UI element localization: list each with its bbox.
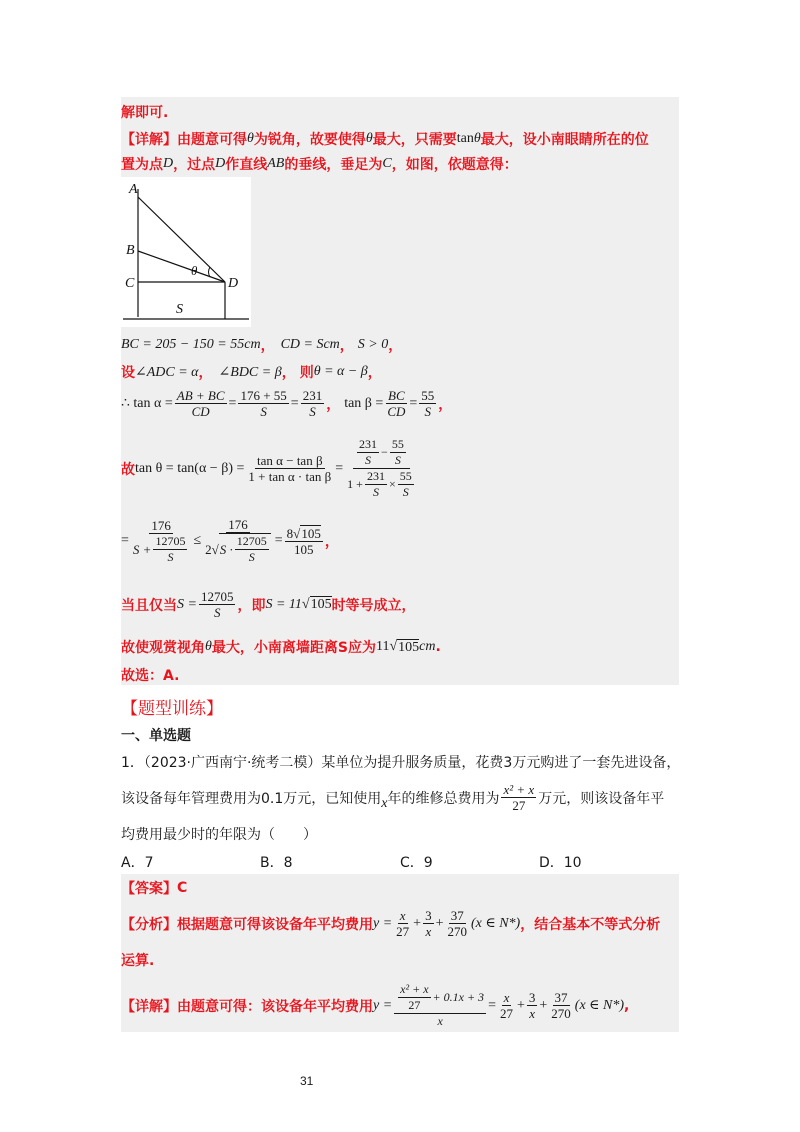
option-a[interactable]: A．7 [121, 855, 154, 871]
label-B: B [126, 243, 135, 258]
detail-line-2: 置为点 D ，过点 D 作直线 AB 的垂线，垂足为 C ，如图，依题意得： [121, 156, 518, 173]
eq-inequality: = 176 S + $\frac{12705}{S}$ ≤ 176 2 √ S · $\frac{12705}{S}$ = $\frac{8√105}{105}$ ， [121, 517, 339, 564]
equality-condition: 当且仅当 S = $\frac{12705}{S}$ ，即 S = 11 √ 105 时等号成立， [121, 589, 416, 620]
geometry-diagram [121, 177, 251, 327]
solution-panel-top [121, 97, 679, 685]
label-theta: θ [191, 263, 198, 278]
analysis-line: 【分析】 根据题意可得该设备年平均费用 y = $\frac{x}{27}$ + $\frac{3}{x}$ + $\frac{37}{270}$ (x ∈ N*) ，结合基本不等式分析 [121, 908, 661, 939]
answer-tag: 【答案】 [121, 881, 177, 897]
eq-angles: 设 ∠ADC = α ， ∠BDC = β ， 则 θ = α − β ， [121, 364, 382, 381]
question-line-2: 该设备每年管理费用为0.1万元，已知使用 x 年的维修总费用为 $\frac{\text{x² + x}}{27}$ 万元，则该设备年平 [121, 782, 665, 813]
option-b[interactable]: B．8 [260, 855, 293, 871]
page-number: 31 [300, 1074, 314, 1088]
eq-tan-alpha: ∴ tan α = $\frac{AB + BC}{CD}$ = $\frac{176 + 55}{S}$ = $\frac{231}{S}$ ， tan β = $\frac{BC}{CD}$ = $\frac{55}{S}$ ， [121, 388, 453, 419]
analysis-line-2: 运算. [121, 953, 155, 969]
detail-tag: 【详解】 [121, 132, 177, 148]
segment-AD [138, 197, 225, 282]
angle-arc [209, 267, 211, 277]
conclusion-line: 故使观赏视角 θ 最大，小南离墙距离S应为 11 √ 105 cm . [121, 639, 441, 656]
segment-BD [138, 251, 225, 282]
label-A: A [129, 182, 138, 197]
option-d[interactable]: D．10 [539, 855, 582, 871]
label-S: S [176, 302, 183, 317]
choose-line: 故选：A. [121, 668, 180, 684]
eq-tan-theta: 故 tan θ = tan(α − β) = $\frac{\text{tan α − tan β}}{\text{1 + tan α · tan β}}$ = $\frac{231}{S}$ − $\frac{55}{S}$ 1 + $\frac{231}{S}$ × $\frac{55}{S}$ [121, 437, 412, 499]
section-heading: 【题型训练】 [121, 699, 223, 719]
answer-line [121, 878, 187, 898]
question-line-3: 均费用最少时的年限为（ ） [121, 827, 317, 843]
label-C: C [125, 276, 135, 291]
question-line-1: 1．（2023·广西南宁·统考二模）某单位为提升服务质量，花费3万元购进了一套先进设备， [121, 755, 681, 771]
detail-line-1: 【详解】 由题意可得 θ 为锐角，故要使得 θ 最大，只需要 tanθ 最大，设小南眼睛所在的位 [121, 131, 649, 148]
geometry-figure [121, 177, 251, 327]
answer-value: C [177, 880, 188, 896]
label-D: D [228, 276, 239, 291]
answer-panel [121, 874, 679, 1032]
solution-line-1: 解即可. [121, 105, 169, 121]
eq-bc-cd: BC = 205 − 150 = 55cm ， CD = Scm ， S > 0 ， [121, 337, 403, 354]
answer-detail-line: 【详解】 由题意可得：该设备年平均费用 y = $\frac{\text{x² + x}}{27}$ + 0.1x + 3 x = $\frac{x}{27}$ + $\frac{3}{x}$ + $\frac{37}{270}$ (x ∈ N*) , [121, 982, 630, 1028]
section-subheading: 一、单选题 [121, 728, 191, 744]
option-c[interactable]: C．9 [400, 855, 433, 871]
